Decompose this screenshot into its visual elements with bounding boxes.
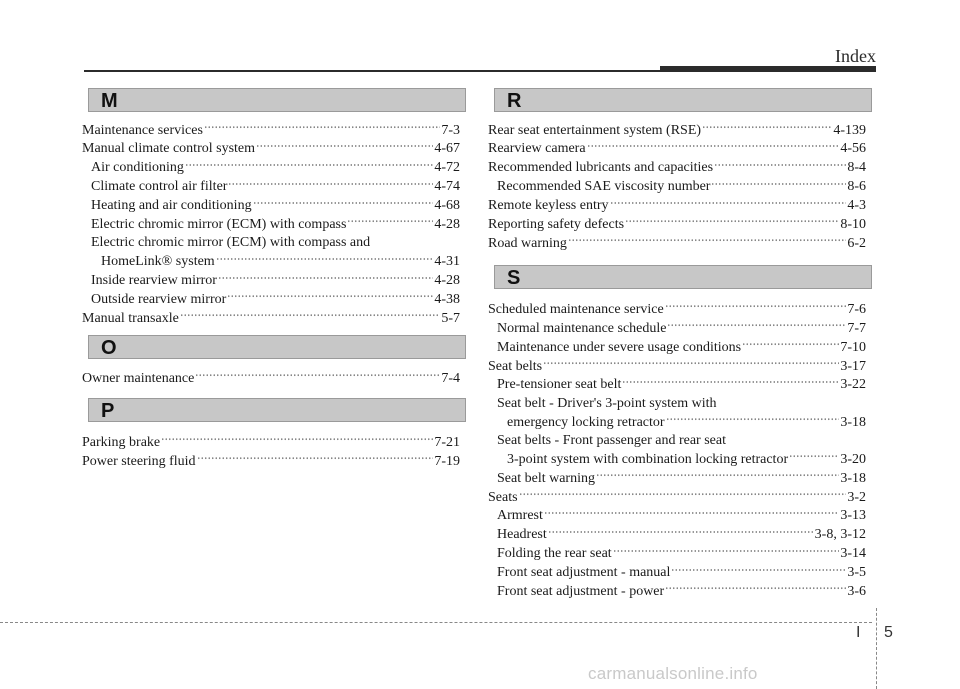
- entry-page: 7-10: [840, 339, 866, 355]
- entry-text: Power steering fluid: [82, 453, 196, 469]
- entry-page: 3-2: [847, 489, 866, 505]
- entry-text: Recommended lubricants and capacities: [488, 160, 714, 176]
- index-entry[interactable]: [82, 433, 460, 452]
- entry-text: Seat belt warning: [497, 470, 595, 486]
- section-bar-o: [88, 335, 466, 359]
- index-subentry[interactable]: [82, 178, 460, 197]
- section-letter-m: M: [101, 90, 118, 112]
- entry-page: 7-19: [434, 453, 460, 469]
- index-subentry[interactable]: [82, 215, 460, 234]
- entry-text: Owner maintenance: [82, 370, 195, 386]
- entry-text: Road warning: [488, 235, 567, 251]
- index-subentry[interactable]: [488, 582, 866, 601]
- entry-text: Folding the rear seat: [497, 546, 612, 562]
- footer-dashed-rule: [0, 622, 872, 623]
- index-entry[interactable]: [82, 309, 460, 328]
- entry-page: 7-3: [441, 122, 460, 138]
- entry-text: Seat belt - Driver's 3-point system with: [497, 395, 717, 411]
- entry-text: Maintenance services: [82, 122, 203, 138]
- index-entry[interactable]: [488, 159, 866, 178]
- entry-text: Armrest: [497, 508, 543, 524]
- entry-text: Electric chromic mirror (ECM) with compass and: [91, 235, 371, 251]
- section-r-entries: [488, 121, 866, 253]
- index-subentry[interactable]: [82, 159, 460, 178]
- section-bar-r: [494, 88, 872, 112]
- entry-page: 7-6: [847, 301, 866, 317]
- entry-text: Remote keyless entry: [488, 198, 609, 214]
- entry-page: 3-20: [840, 451, 866, 467]
- entry-text: Seat belts: [488, 358, 543, 374]
- entry-page: 7-21: [434, 434, 460, 450]
- entry-text: Inside rearview mirror: [91, 273, 217, 289]
- index-subentry[interactable]: [82, 197, 460, 216]
- section-p-entries: [82, 433, 460, 471]
- index-subentry[interactable]: [82, 290, 460, 309]
- entry-page: 4-139: [833, 122, 866, 138]
- section-letter-s: S: [507, 267, 521, 290]
- entry-text: Maintenance under severe usage conditions: [497, 339, 742, 355]
- entry-text: Pre-tensioner seat belt: [497, 377, 622, 393]
- entry-text: Scheduled maintenance service: [488, 301, 664, 317]
- index-subentry[interactable]: [488, 319, 866, 338]
- index-entry[interactable]: [488, 121, 866, 140]
- entry-page: 8-10: [840, 217, 866, 233]
- entry-text: Air conditioning: [91, 160, 184, 176]
- entry-page: 8-6: [847, 179, 866, 195]
- section-m-entries: [82, 121, 460, 328]
- entry-page: 4-72: [434, 160, 460, 176]
- entry-text: Headrest: [497, 527, 547, 543]
- index-entry[interactable]: [488, 140, 866, 159]
- index-entry[interactable]: [488, 488, 866, 507]
- section-letter-p: P: [101, 400, 115, 423]
- entry-page: 6-2: [847, 235, 866, 251]
- watermark-text: carmanualsonline.info: [588, 664, 758, 683]
- index-entry[interactable]: [82, 121, 460, 140]
- index-subentry[interactable]: [488, 507, 866, 526]
- entry-page: 4-38: [434, 292, 460, 308]
- entry-page: 7-7: [847, 320, 866, 336]
- entry-text: Front seat adjustment - manual: [497, 565, 671, 581]
- index-entry[interactable]: [82, 452, 460, 471]
- entry-page: 3-8, 3-12: [814, 527, 866, 543]
- entry-text: Rear seat entertainment system (RSE): [488, 122, 702, 138]
- entry-text-continued: emergency locking retractor: [507, 414, 665, 430]
- index-subentry[interactable]: [488, 178, 866, 197]
- entry-text: Manual transaxle: [82, 310, 179, 326]
- index-subentry[interactable]: [488, 376, 866, 395]
- index-subentry[interactable]: [488, 526, 866, 545]
- footer-dashed-vertical: [876, 608, 877, 689]
- entry-text: Parking brake: [82, 434, 161, 450]
- header-rule: [84, 70, 876, 72]
- section-bar-m: [88, 88, 466, 112]
- entry-page: 3-18: [840, 414, 866, 430]
- index-subentry-multiline[interactable]: [488, 395, 866, 432]
- index-column-left: [82, 88, 460, 471]
- index-subentry[interactable]: [488, 338, 866, 357]
- entry-text: Reporting safety defects: [488, 217, 625, 233]
- entry-page: 7-4: [441, 370, 460, 386]
- entry-page: 4-28: [434, 217, 460, 233]
- entry-page: 3-14: [840, 546, 866, 562]
- index-entry[interactable]: [488, 234, 866, 253]
- entry-page: 3-18: [840, 470, 866, 486]
- entry-text: Heating and air conditioning: [91, 198, 252, 214]
- index-entry[interactable]: [488, 215, 866, 234]
- entry-page: 4-31: [434, 254, 460, 270]
- page-section-label: I: [856, 624, 861, 641]
- entry-text: Manual climate control system: [82, 141, 256, 157]
- section-letter-r: R: [507, 90, 522, 112]
- entry-text: Climate control air filter: [91, 179, 228, 195]
- index-entry[interactable]: [488, 357, 866, 376]
- entry-page: 3-6: [847, 584, 866, 599]
- index-subentry[interactable]: [488, 564, 866, 583]
- page-number-value: 5: [884, 624, 893, 641]
- entry-text: Seat belts - Front passenger and rear seat: [497, 432, 726, 448]
- entry-page: 4-68: [434, 198, 460, 214]
- section-bar-p: [88, 398, 466, 422]
- page-header-title: Index: [835, 46, 876, 66]
- index-entry[interactable]: [82, 140, 460, 159]
- entry-page: 3-17: [840, 358, 866, 374]
- entry-page: 4-28: [434, 273, 460, 289]
- index-entry[interactable]: [82, 369, 460, 388]
- entry-page: 4-67: [434, 141, 460, 157]
- index-entry[interactable]: [488, 300, 866, 319]
- entry-page: 4-56: [840, 141, 866, 157]
- entry-text: Recommended SAE viscosity number: [497, 179, 711, 195]
- entry-page: 3-22: [840, 377, 866, 393]
- entry-page: 5-7: [441, 310, 460, 326]
- entry-page: 8-4: [847, 160, 866, 176]
- index-subentry[interactable]: [82, 272, 460, 291]
- index-column-right: [488, 88, 866, 601]
- index-subentry-multiline[interactable]: [82, 234, 460, 271]
- entry-text-continued: 3-point system with combination locking retractor: [507, 451, 789, 467]
- entry-page: 3-13: [840, 508, 866, 524]
- index-subentry[interactable]: [488, 545, 866, 564]
- entry-text: Front seat adjustment - power: [497, 584, 665, 599]
- index-subentry-multiline[interactable]: [488, 432, 866, 469]
- index-entry[interactable]: [488, 197, 866, 216]
- section-o-entries: [82, 369, 460, 388]
- section-bar-s: [494, 265, 872, 289]
- section-letter-o: O: [101, 337, 117, 360]
- index-subentry[interactable]: [488, 469, 866, 488]
- section-s-entries: [488, 300, 866, 601]
- entry-text: Normal maintenance schedule: [497, 320, 667, 336]
- entry-text: Rearview camera: [488, 141, 586, 157]
- entry-page: 4-74: [434, 179, 460, 195]
- entry-text: Seats: [488, 489, 518, 505]
- entry-text: Outside rearview mirror: [91, 292, 227, 308]
- entry-text: Electric chromic mirror (ECM) with compass: [91, 217, 347, 233]
- entry-text-continued: HomeLink® system: [101, 254, 215, 270]
- entry-page: 4-3: [847, 198, 866, 214]
- entry-page: 3-5: [847, 565, 866, 581]
